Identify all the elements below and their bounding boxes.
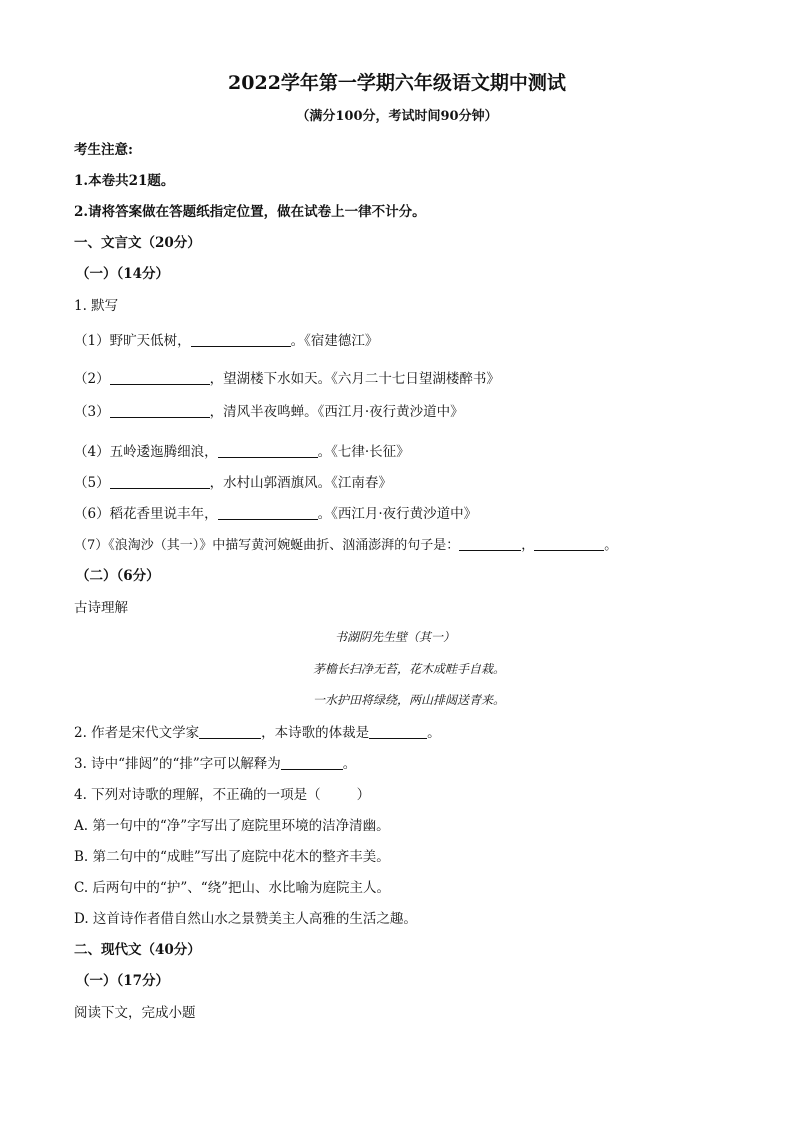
answer-blank[interactable]	[110, 403, 210, 418]
note-item-1: 1.本卷共21题。	[74, 173, 175, 189]
dictation-item-6: （6）稻花香里说丰年， 。《西江月·夜行黄沙道中》	[74, 506, 478, 522]
notes-heading: 考生注意:	[74, 142, 133, 158]
dictation-item-7: （7）《浪淘沙（其一）》中描写黄河婉蜒曲折、汹涌澎湃的句子是： ， 。	[74, 538, 618, 553]
question-3: 3. 诗中“排闼”的“排”字可以解释为 。	[74, 756, 357, 772]
dictation-item-4: （4）五岭逶迤腾细浪， 。《七律·长征》	[74, 444, 410, 460]
question-1-label: 1. 默写	[74, 298, 119, 314]
answer-blank[interactable]	[459, 536, 521, 551]
section1-part2-heading: （二）（6分）	[76, 568, 160, 584]
note-item-2: 2.请将答案做在答题纸指定位置，做在试卷上一律不计分。	[74, 204, 426, 220]
poem-line-1: 茅檐长扫净无苔，花木成畦手自栽。	[312, 662, 505, 676]
answer-blank[interactable]	[110, 370, 210, 385]
answer-blank[interactable]	[281, 755, 343, 770]
dictation-item-2: （2） ，望湖楼下水如天。《六月二十七日望湖楼醉书》	[74, 371, 500, 387]
option-a: A. 第一句中的“净”字写出了庭院里环境的洁净清幽。	[74, 818, 390, 834]
section2-heading: 二、现代文（40分）	[74, 942, 201, 958]
dictation-item-1: （1）野旷天低树， 。《宿建德江》	[74, 333, 379, 349]
answer-blank[interactable]	[110, 474, 210, 489]
question-4: 4. 下列对诗歌的理解，不正确的一项是（ ）	[74, 787, 371, 803]
section2-intro: 阅读下文，完成小题	[74, 1005, 196, 1021]
answer-blank[interactable]	[218, 505, 318, 520]
option-d: D. 这首诗作者借自然山水之景赞美主人高雅的生活之趣。	[74, 911, 417, 927]
page-subtitle: （满分100分，考试时间90分钟）	[296, 109, 498, 124]
section1-part1-heading: （一）（14分）	[76, 266, 170, 282]
dictation-item-5: （5） ，水村山郭酒旗风。《江南春》	[74, 475, 392, 491]
poem-line-2: 一水护田将绿绕，两山排闼送青来。	[312, 693, 505, 707]
section2-part1-heading: （一）（17分）	[76, 973, 170, 989]
answer-blank[interactable]	[534, 536, 604, 551]
section1-heading: 一、文言文（20分）	[74, 235, 201, 251]
dictation-item-3: （3） ，清风半夜鸣蝉。《西江月·夜行黄沙道中》	[74, 404, 464, 420]
answer-blank[interactable]	[369, 724, 427, 739]
poem-title: 书湖阴先生壁（其一）	[334, 630, 455, 644]
poem-intro: 古诗理解	[74, 600, 128, 616]
answer-blank[interactable]	[218, 443, 318, 458]
answer-blank[interactable]	[191, 332, 291, 347]
answer-blank[interactable]	[199, 724, 261, 739]
page-title: 2022学年第一学期六年级语文期中测试	[228, 72, 566, 94]
option-b: B. 第二句中的“成畦”写出了庭院中花木的整齐丰美。	[74, 849, 390, 865]
option-c: C. 后两句中的“护”、“绕”把山、水比喻为庭院主人。	[74, 880, 391, 896]
question-2: 2. 作者是宋代文学家 ，本诗歌的体裁是 。	[74, 725, 441, 741]
